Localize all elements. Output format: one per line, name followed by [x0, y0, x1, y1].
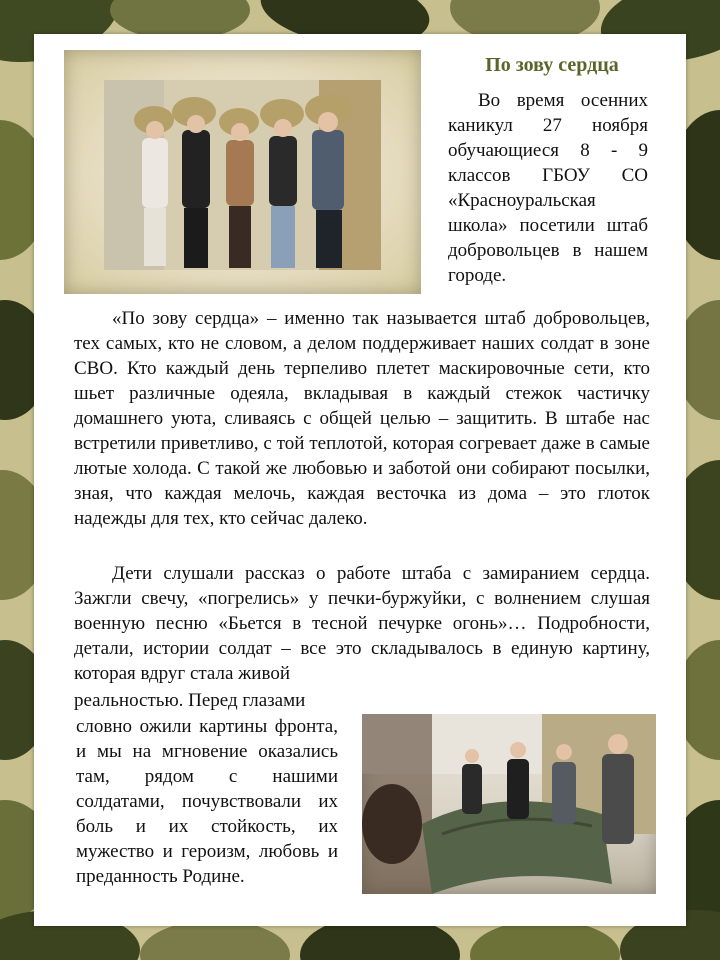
group-photo — [64, 50, 421, 294]
paragraph-1: «По зову сердца» – именно так называется штаб добровольцев, тех самых, кто не словом, а делом поддерживает наших солдат в зоне СВО. Кто каждый день терпеливо плетет маскировочные сети, кто шьет различные одеяла, вкладывая в каждый стежок частичку домашнего уюта, сливаясь с общей целью – защитить. В штабе нас встретили приветливо, с той теплотой, которая согревает даже в самые лютые холода. С такой же любовью и заботой они собирают посылки, зная, что каждая мелочь, каждая весточка из дома – это глоток надежды для тех, кто сейчас далеко. — [74, 308, 650, 529]
group-photo-illustration — [64, 50, 421, 294]
paragraph-2-ending-block — [76, 714, 338, 889]
intro-text-block — [448, 88, 648, 288]
net-weaving-photo — [362, 714, 656, 894]
paragraph-2-continuation-line: реальностью. Перед глазами — [74, 690, 306, 711]
net-weaving-photo-illustration — [362, 714, 656, 894]
main-paragraph-block — [74, 306, 650, 531]
paragraph-2: Дети слушали рассказ о работе штаба с замиранием сердца. Зажгли свечу, «погрелись» у печки-буржуйки, с волнением слушая военную песню «Бьется в тесной печурке огонь»… Подробности, детали, истории солдат – все это складывалось в единую картину, которая вдруг стала живой — [74, 563, 650, 684]
paragraph-2-ending: словно ожили картины фронта, и мы на мгновение оказались там, рядом с нашими солдатами, почувствовали их боль и их стойкость, их мужество и героизм, любовь и преданность Родине. — [76, 716, 338, 887]
second-paragraph-block — [74, 561, 650, 686]
article-title: По зову сердца — [485, 54, 619, 76]
article-page — [34, 34, 686, 926]
intro-paragraph: Во время осенних каникул 27 ноября обучающиеся 8 - 9 классов ГБОУ СО «Красноуральская школа» посетили штаб добровольцев в нашем городе. — [448, 90, 648, 286]
